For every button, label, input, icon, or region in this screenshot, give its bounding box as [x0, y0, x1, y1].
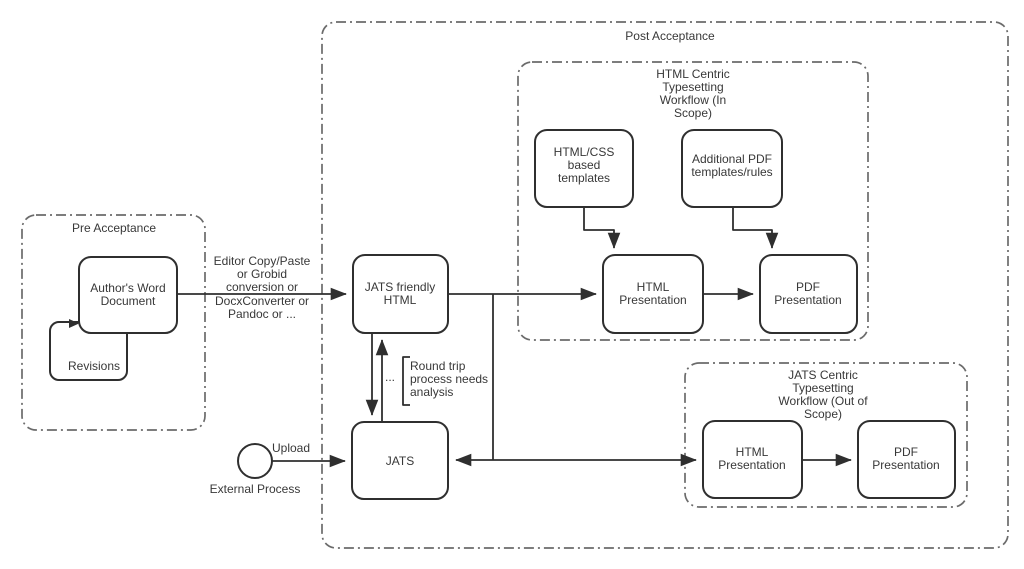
round-trip-note-line: Round trip: [410, 359, 466, 373]
authors-word-document-line: Document: [100, 294, 156, 308]
additional-pdf-templates-label: [691, 152, 772, 179]
html-presentation-out-scope-line: HTML: [735, 445, 769, 459]
round-trip-bracket: [403, 357, 410, 405]
htmlcss-templates-line: based: [567, 158, 601, 172]
html-centric-label-line: Scope): [673, 106, 713, 120]
html-centric-label: [656, 67, 730, 120]
conversion-edge-line: DocxConverter or: [214, 294, 310, 308]
round-trip-dots: ...: [384, 370, 396, 384]
html-presentation-in-scope-line: Presentation: [619, 293, 687, 307]
jats-friendly-html-line: JATS friendly: [364, 280, 436, 294]
edge-htmlcss-templates-to-html-presentation: [584, 207, 614, 248]
htmlcss-templates-line: HTML/CSS: [553, 145, 615, 159]
external-process-circle: [238, 444, 272, 478]
conversion-edge-line: Editor Copy/Paste: [213, 254, 311, 268]
authors-word-document-label: [90, 281, 165, 308]
html-presentation-in-scope-line: HTML: [636, 280, 670, 294]
external-process-label: External Process: [209, 482, 301, 496]
pdf-presentation-in-scope-line: Presentation: [774, 293, 842, 307]
round-trip-note: [410, 359, 488, 399]
pdf-presentation-out-scope-line: Presentation: [872, 458, 940, 472]
additional-pdf-templates-line: Additional PDF: [691, 152, 773, 166]
pdf-presentation-out-scope-line: PDF: [894, 445, 918, 459]
post-acceptance-label: Post Acceptance: [625, 29, 715, 43]
html-centric-label-line: Workflow (In: [659, 93, 727, 107]
conversion-edge-line: conversion or: [225, 280, 299, 294]
jats-centric-label-line: Workflow (Out of: [778, 394, 868, 408]
jats-centric-label: [778, 368, 868, 421]
jats-centric-label-line: Scope): [803, 407, 843, 421]
jats-centric-label-line: Typesetting: [792, 381, 854, 395]
conversion-edge-label: [214, 254, 311, 321]
authors-word-document-line: Author's Word: [90, 281, 166, 295]
edge-additional-pdf-to-pdf-presentation: [733, 207, 772, 248]
jats-label: JATS: [385, 454, 415, 468]
html-centric-label-line: Typesetting: [662, 80, 724, 94]
html-presentation-out-scope-line: Presentation: [718, 458, 786, 472]
round-trip-note-line: process needs: [410, 372, 489, 386]
conversion-edge-line: or Grobid: [236, 267, 288, 281]
revisions-label: Revisions: [67, 359, 121, 373]
upload-edge-label: Upload: [271, 441, 311, 455]
pdf-presentation-in-scope-line: PDF: [796, 280, 820, 294]
jats-friendly-html-line: HTML: [383, 293, 417, 307]
round-trip-note-line: analysis: [410, 385, 454, 399]
html-centric-label-line: HTML Centric: [656, 67, 730, 81]
additional-pdf-templates-line: templates/rules: [691, 165, 773, 179]
conversion-edge-line: Pandoc or ...: [227, 307, 297, 321]
htmlcss-templates-line: templates: [557, 171, 611, 185]
pre-acceptance-label: Pre Acceptance: [71, 221, 157, 235]
jats-centric-label-line: JATS Centric: [788, 368, 858, 382]
